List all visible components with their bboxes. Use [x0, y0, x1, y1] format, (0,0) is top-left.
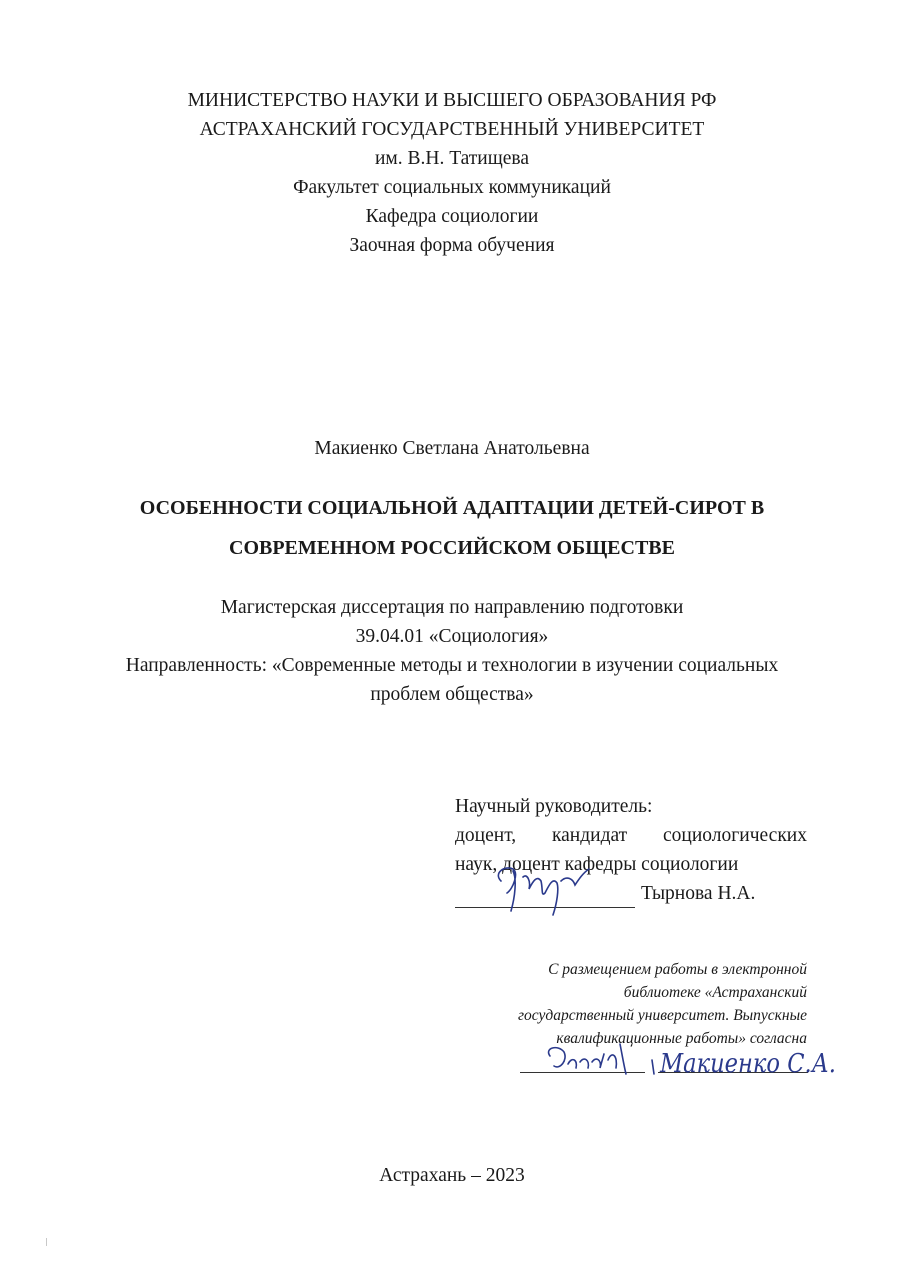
author-name: Макиенко Светлана Анатольевна: [314, 438, 590, 459]
degree-info: [0, 593, 904, 709]
specialization-line-2: проблем общества»: [370, 684, 534, 705]
consent-line: квалификационные работы» согласна: [556, 1030, 807, 1047]
degree-type-line: Магистерская диссертация по направлению подготовки: [220, 597, 684, 618]
specialization-line: Направленность: «Современные методы и технологии в изучении социальных: [125, 655, 779, 676]
supervisor-label: Научный руководитель:: [455, 796, 653, 817]
supervisor-signature-row: [455, 879, 807, 908]
supervisor-position-word: доцент,: [455, 825, 517, 846]
library-consent-note: [480, 958, 807, 1050]
thesis-title-line-1: ОСОБЕННОСТИ СОЦИАЛЬНОЙ АДАПТАЦИИ ДЕТЕЙ-СИРОТ В: [139, 497, 765, 519]
study-form-line: Заочная форма обучения: [349, 235, 555, 256]
supervisor-signature-icon: [483, 859, 603, 917]
author-handwritten-name: Макиенко С.А.: [659, 1049, 836, 1079]
university-named-after-line: им. В.Н. Татищева: [374, 148, 530, 169]
signature-line: [455, 885, 635, 908]
degree-code-line: 39.04.01 «Социология»: [355, 626, 549, 647]
supervisor-block: [455, 792, 807, 908]
scan-edge-mark: [46, 1238, 47, 1246]
city-year: Астрахань – 2023: [379, 1165, 525, 1186]
supervisor-position-word: кандидат: [551, 825, 628, 846]
supervisor-name: Тырнова Н.А.: [641, 883, 756, 904]
thesis-title: [0, 488, 904, 568]
author-signature-icon: [520, 1038, 840, 1082]
supervisor-position-line: [455, 821, 807, 850]
thesis-title-line-2: СОВРЕМЕННОМ РОССИЙСКОМ ОБЩЕСТВЕ: [229, 537, 675, 559]
institution-header: [0, 86, 904, 260]
university-line: АСТРАХАНСКИЙ ГОСУДАРСТВЕННЫЙ УНИВЕРСИТЕТ: [199, 119, 705, 140]
ministry-line: МИНИСТЕРСТВО НАУКИ И ВЫСШЕГО ОБРАЗОВАНИЯ РФ: [187, 90, 717, 111]
consent-line: государственный университет. Выпускные: [517, 1007, 807, 1024]
supervisor-position-line-2: наук, доцент кафедры социологии: [455, 854, 739, 875]
faculty-line: Факультет социальных коммуникаций: [293, 177, 611, 198]
consent-line: С размещением работы в электронной: [548, 961, 807, 978]
author-consent-signature: [520, 1038, 840, 1078]
supervisor-position-word: социологических: [663, 825, 807, 846]
consent-line: библиотеке «Астраханский: [623, 984, 807, 1001]
department-line: Кафедра социологии: [365, 206, 539, 227]
